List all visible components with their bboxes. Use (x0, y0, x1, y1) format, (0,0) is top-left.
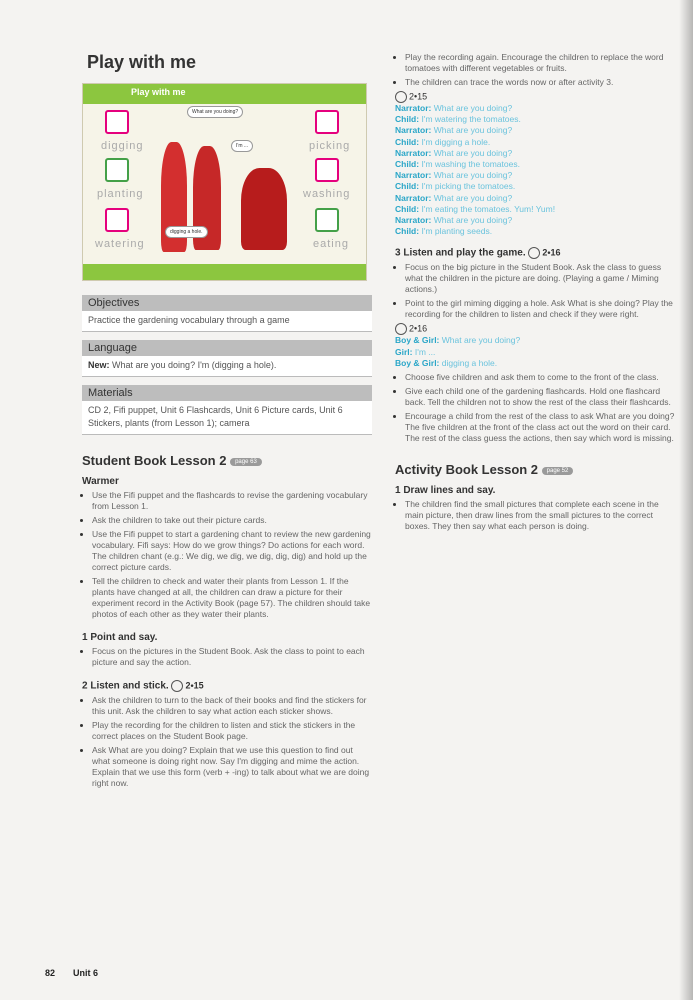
picking-flashcard-icon (315, 110, 339, 134)
audio-script (395, 103, 678, 237)
script-line (395, 159, 678, 170)
section-3-list (395, 262, 678, 320)
script-text: I'm ... (414, 346, 436, 357)
section-1-heading: 1 Point and say. (82, 632, 158, 643)
list-item: • Use the Fifi puppet to start a gardening chant to review the new gardening vocabulary. Fifi says: How do we grow things? Do actions for each word. The children chant (e.g.: We dig, we dig, we dig, dig, dig) and hold up the correct picture cards. (92, 529, 372, 573)
activity-book-heading (395, 462, 678, 477)
materials-text: CD 2, Fifi puppet, Unit 6 Flashcards, Unit 6 Picture cards, Unit 6 Stickers, plants (from Lesson 1); camera (88, 405, 343, 428)
objectives-text: Practice the gardening vocabulary through a game (88, 315, 290, 325)
list-item: • Focus on the pictures in the Student Book. Ask the class to point to each picture and say the action. (92, 646, 372, 668)
cd-icon (528, 247, 540, 259)
miming-girl-figure (241, 168, 287, 250)
script-speaker: Girl: (395, 346, 413, 357)
script-speaker: Child: (395, 159, 420, 170)
cd-icon (395, 323, 407, 335)
page-badge: page 52 (542, 467, 574, 475)
list-item: • Ask What are you doing? Explain that we use this question to find out what someone is doing right now. Say I'm digging and mime the action. Explain that we use this form (verb + -ing) to talk about what we are doing right now. (92, 745, 372, 789)
list-item: • Play the recording again. Encourage the children to replace the word tomatoes with different vegetables or fruits. (405, 52, 678, 74)
materials-box (82, 385, 372, 435)
script-speaker: Narrator: (395, 125, 432, 136)
script-text: What are you doing? (433, 215, 513, 226)
script-text: I'm eating the tomatoes. Yum! Yum! (421, 203, 556, 214)
script-text: What are you doing? (433, 103, 513, 113)
script-speaker: Narrator: (395, 170, 432, 181)
ab-section-1-list (395, 499, 678, 532)
eating-flashcard-icon (315, 208, 339, 232)
script-text: I'm watering the tomatoes. (421, 114, 521, 125)
script-line (395, 215, 678, 226)
list-item: • Encourage a child from the rest of the class to ask What are you doing? The five children at the front of the class act out the word on their card. The rest of the class guess the actions, then say which word is missing. (405, 411, 678, 444)
audio-script (395, 335, 678, 369)
script-text: I'm planting seeds. (421, 226, 493, 237)
script-speaker: Child: (395, 181, 420, 192)
cd-icon (395, 91, 407, 103)
script-line (395, 358, 678, 369)
language-heading: Language (82, 340, 372, 356)
illustration-word: eating (313, 238, 349, 250)
objectives-heading: Objectives (82, 295, 372, 311)
script-speaker: Narrator: (395, 215, 432, 226)
list-item: • Give each child one of the gardening flashcards. Hold one flashcard back. Tell the children not to show the rest of the class their flashcards. (405, 386, 678, 408)
washing-flashcard-icon (315, 158, 339, 182)
audio-track: 2•16 (542, 248, 561, 259)
right-column (395, 44, 678, 535)
audio-track: 2•15 (185, 680, 204, 691)
audio-track: 2•15 (409, 91, 428, 102)
language-text (82, 356, 372, 376)
section-3-list-2 (395, 372, 678, 444)
script-text: I'm picking the tomatoes. (421, 181, 516, 192)
warmer-heading: Warmer (82, 476, 119, 487)
list-item: • Point to the girl miming digging a hole. Ask What is she doing? Play the recording for the children to listen and check if they were right. (405, 298, 678, 320)
digging-flashcard-icon (105, 110, 129, 134)
script-text: I'm digging a hole. (421, 136, 491, 147)
section-2-heading (82, 680, 372, 692)
section-1-list (82, 646, 372, 668)
illustration-word: watering (95, 238, 145, 250)
list-item: • Focus on the big picture in the Student Book. Ask the class to guess what the children in the picture are doing. (Playing a game / Miming actions.) (405, 262, 678, 295)
script-text: What are you doing? (433, 125, 513, 136)
script-line (395, 226, 678, 237)
script-text: What are you doing? (433, 170, 513, 181)
script-line (395, 193, 678, 204)
student-book-illustration (82, 83, 367, 281)
section-3-heading (395, 247, 678, 259)
script-line (395, 170, 678, 181)
script-text: What are you doing? (441, 335, 521, 346)
script-speaker: Narrator: (395, 103, 432, 113)
language-new-label: New: (88, 360, 110, 370)
script-line (395, 103, 678, 114)
illustration-footer-bar (83, 264, 366, 280)
script-speaker: Narrator: (395, 147, 432, 158)
student-book-heading (82, 453, 372, 468)
list-item: • Use the Fifi puppet and the flashcards to revise the gardening vocabulary from Lesson 1. (92, 490, 372, 512)
audio-track: 2•16 (409, 323, 428, 334)
page-footer (45, 968, 116, 978)
section-2-list (82, 695, 372, 789)
materials-heading: Materials (82, 385, 372, 401)
warmer-list (82, 490, 372, 620)
list-item: • Ask the children to take out their picture cards. (92, 515, 372, 526)
illustration-word: picking (309, 140, 351, 152)
list-item: • Play the recording for the children to listen and stick the stickers in the correct places on the Student Book page. (92, 720, 372, 742)
student-book-title: Student Book Lesson 2 (82, 453, 227, 468)
illustration-banner (83, 84, 366, 104)
left-column (82, 44, 372, 792)
activity-book-title: Activity Book Lesson 2 (395, 462, 539, 478)
script-text: digging a hole. (441, 357, 498, 368)
illustration-word: washing (303, 188, 351, 200)
speech-bubble: I'm ... (231, 140, 253, 152)
speech-bubble: digging a hole. (165, 226, 208, 238)
audio-track-row (395, 323, 678, 335)
script-line (395, 204, 678, 215)
cd-icon (171, 680, 183, 692)
list-item: • Choose five children and ask them to come to the front of the class. (405, 372, 678, 383)
speech-bubble: What are you doing? (187, 106, 243, 118)
script-line (395, 114, 678, 125)
script-speaker: Child: (395, 136, 420, 147)
page-badge: page 63 (230, 458, 262, 466)
script-text: What are you doing? (433, 192, 513, 203)
script-text: I'm washing the tomatoes. (421, 159, 520, 170)
list-item: • Ask the children to turn to the back of their books and find the stickers for this unit. Ask the children to say what action each sticker shows. (92, 695, 372, 717)
audio-track-row (395, 91, 678, 103)
section-2-title: 2 Listen and stick. (82, 680, 169, 692)
list-item: • The children can trace the words now or after activity 3. (405, 77, 678, 88)
script-speaker: Narrator: (395, 192, 432, 203)
script-line (395, 347, 678, 358)
language-new-text: What are you doing? I'm (digging a hole). (109, 360, 277, 370)
page-number: 82 (45, 968, 56, 978)
footer-unit: Unit 6 (73, 968, 99, 978)
script-speaker: Child: (395, 203, 420, 214)
watering-flashcard-icon (105, 208, 129, 232)
script-line (395, 137, 678, 148)
script-line (395, 181, 678, 192)
lesson-title: Play with me (87, 52, 197, 72)
script-text: What are you doing? (433, 147, 513, 158)
script-speaker: Boy & Girl: (395, 357, 440, 368)
script-speaker: Child: (395, 226, 420, 237)
right-top-list (395, 52, 678, 88)
objectives-box (82, 295, 372, 332)
illustration-word: planting (97, 188, 144, 200)
planting-flashcard-icon (105, 158, 129, 182)
list-item: • Tell the children to check and water their plants from Lesson 1. If the plants have changed at all, the children can draw a picture for their experiment record in the Activity Book (page 57). The children should take photos of each other as they water their plants. (92, 576, 372, 620)
script-speaker: Boy & Girl: (395, 335, 440, 346)
language-box (82, 340, 372, 377)
script-line (395, 148, 678, 159)
page-edge-shadow (679, 0, 693, 1000)
script-speaker: Child: (395, 114, 420, 125)
script-line (395, 335, 678, 346)
illustration-banner-label: Play with me (131, 87, 186, 97)
section-3-title: 3 Listen and play the game. (395, 248, 526, 260)
illustration-word: digging (101, 140, 144, 152)
script-line (395, 125, 678, 136)
ab-section-1-heading: 1 Draw lines and say. (395, 485, 496, 497)
list-item: • The children find the small pictures that complete each scene in the main picture, then draw lines from the small pictures to the correct boxes. They then say what each person is doing. (405, 499, 678, 532)
